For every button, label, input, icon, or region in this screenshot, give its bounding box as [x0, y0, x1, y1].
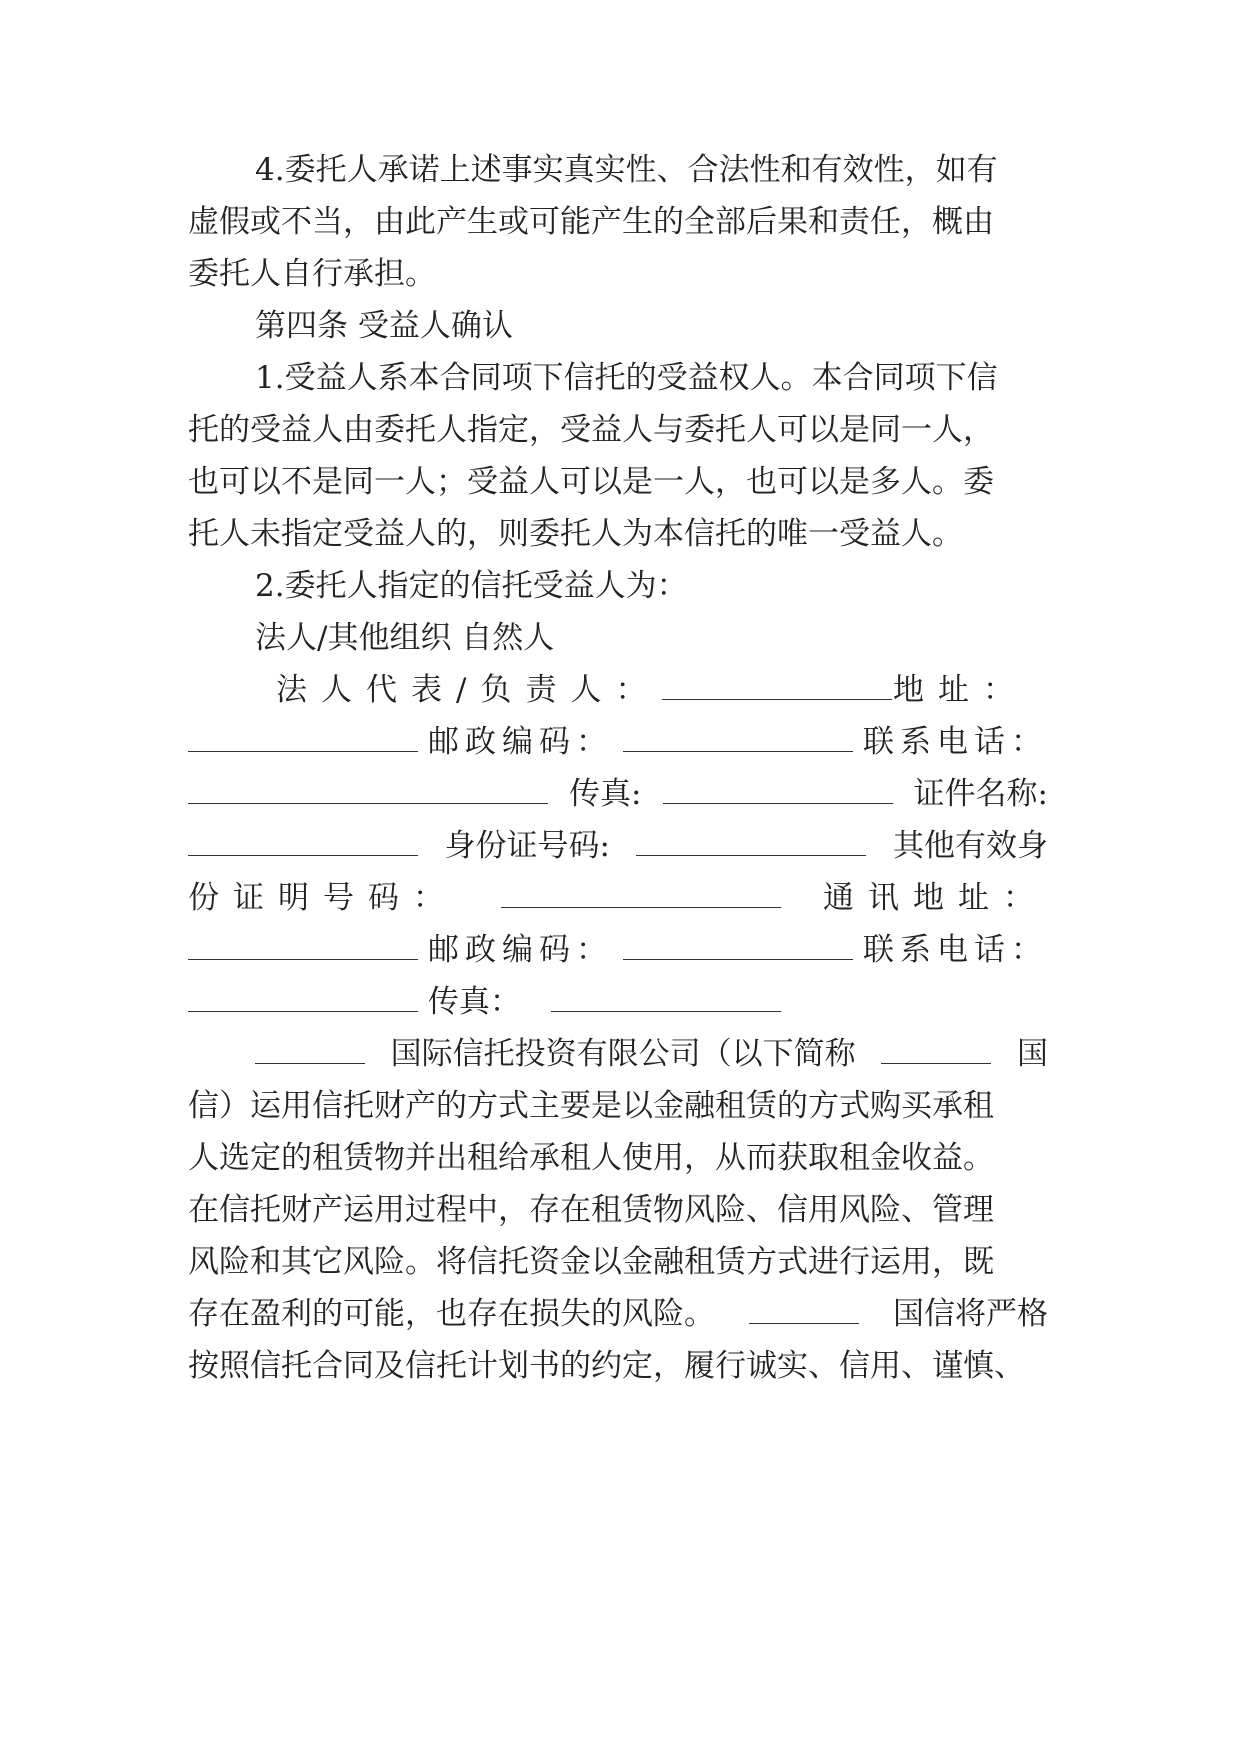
other-id-label-cont: 份证明号码：: [188, 880, 458, 916]
para-line: 1.受益人系本合同项下信托的受益权人。本合同项下信: [255, 360, 998, 396]
form-row: [188, 722, 1048, 762]
form-row: [276, 670, 1028, 710]
fax-label: 传真:: [569, 776, 642, 812]
para-line: 按照信托合同及信托计划书的约定，履行诚实、信用、谨慎、: [188, 1348, 1025, 1384]
para-text: 国: [1016, 1036, 1048, 1072]
postcode-label: 邮政编码：: [428, 724, 613, 760]
fax2-field[interactable]: [551, 985, 781, 1012]
postcode2-field[interactable]: [623, 933, 853, 960]
mail-address-label: 通讯地址：: [823, 880, 1048, 916]
id-number-label: 身份证号码:: [444, 828, 610, 864]
mail-address-field[interactable]: [188, 933, 418, 960]
para-text: 国际信托投资有限公司（以下简称: [390, 1036, 856, 1072]
para-line: 人选定的租赁物并出租给承租人使用，从而获取租金收益。: [188, 1140, 994, 1176]
abbr-blank-2[interactable]: [749, 1297, 859, 1324]
para-line: 虚假或不当，由此产生或可能产生的全部后果和责任，概由: [188, 204, 994, 240]
form-row: [188, 826, 1048, 866]
para-line: 也可以不是同一人；受益人可以是一人，也可以是多人。委: [188, 464, 994, 500]
section-heading: 第四条 受益人确认: [255, 308, 513, 344]
phone-field[interactable]: [188, 777, 548, 804]
form-row: [188, 774, 1048, 814]
phone2-field[interactable]: [188, 985, 418, 1012]
postcode-field[interactable]: [623, 725, 853, 752]
address-field[interactable]: [188, 725, 418, 752]
other-id-label: 其他有效身: [893, 828, 1048, 864]
para-line: 托的受益人由委托人指定，受益人与委托人可以是同一人，: [188, 412, 994, 448]
para-line: 信）运用信托财产的方式主要是以金融租赁的方式购买承租: [188, 1088, 994, 1124]
fax-field[interactable]: [663, 777, 893, 804]
beneficiary-type: 法人/其他组织 自然人: [255, 620, 555, 656]
company-blank[interactable]: [255, 1037, 365, 1064]
phone2-label: 联系电话：: [863, 932, 1048, 968]
address-label: 地址：: [892, 672, 1028, 708]
postcode2-label: 邮政编码：: [428, 932, 613, 968]
para-line: [255, 1034, 1048, 1074]
para-line: 托人未指定受益人的，则委托人为本信托的唯一受益人。: [188, 516, 963, 552]
para-text: 国信将严格: [893, 1296, 1048, 1332]
para-line: [188, 1294, 1048, 1334]
phone-label: 联系电话：: [863, 724, 1048, 760]
id-number-field[interactable]: [636, 829, 866, 856]
other-id-field[interactable]: [501, 881, 781, 908]
fax2-label: 传真：: [427, 984, 521, 1020]
rep-field[interactable]: [662, 673, 892, 700]
para-text: 存在盈利的可能，也存在损失的风险。: [188, 1296, 715, 1332]
form-row: [188, 878, 1048, 918]
para-line: 委托人自行承担。: [188, 256, 436, 292]
form-row: [188, 982, 1048, 1022]
abbr-blank[interactable]: [881, 1037, 991, 1064]
cert-name-label: 证件名称:: [913, 776, 1048, 812]
rep-label: 法人代表/负责人：: [276, 672, 661, 708]
cert-name-field[interactable]: [188, 829, 418, 856]
para-line: 2.委托人指定的信托受益人为：: [255, 568, 688, 604]
para-line: 在信托财产运用过程中，存在租赁物风险、信用风险、管理: [188, 1192, 994, 1228]
para-line: 4.委托人承诺上述事实真实性、合法性和有效性，如有: [255, 152, 998, 188]
form-row: [188, 930, 1048, 970]
para-line: 风险和其它风险。将信托资金以金融租赁方式进行运用，既: [188, 1244, 994, 1280]
